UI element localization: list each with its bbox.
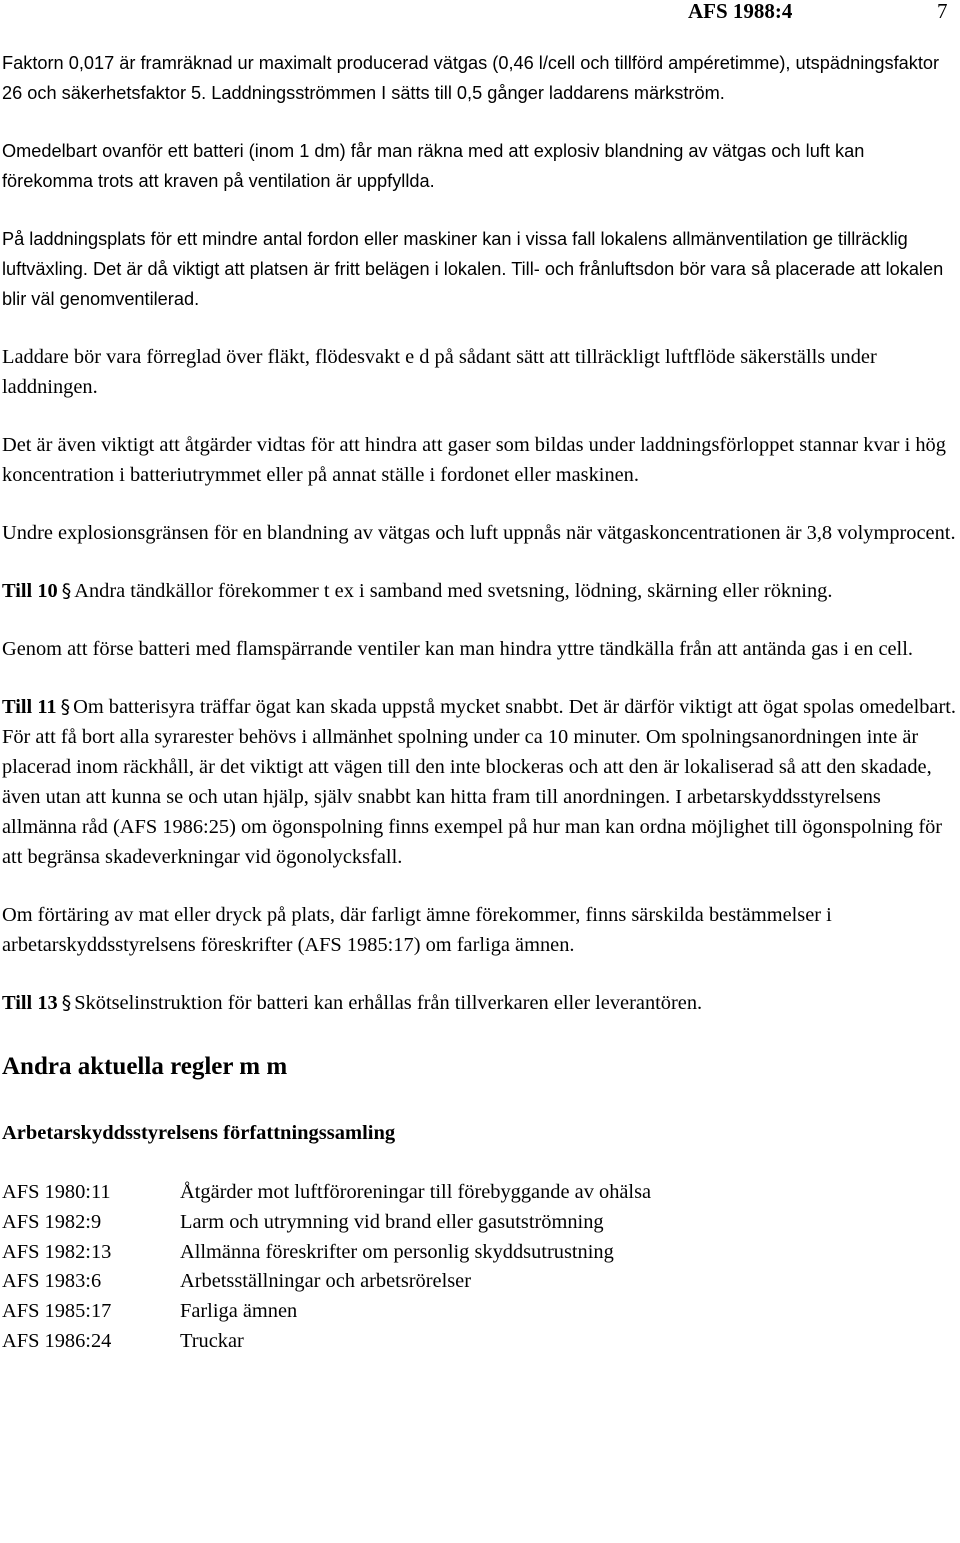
- reference-list: [2, 1178, 957, 1357]
- document-body: [2, 48, 957, 1357]
- paragraph-explosive-mixture: Omedelbart ovanför ett batteri (inom 1 dm) får man räkna med att explosiv blandning av vätgas och luft kan förekomma trots att kraven på ventilation är uppfyllda.: [2, 141, 865, 191]
- paragraph-charging-place: På laddningsplats för ett mindre antal fordon eller maskiner kan i vissa fall lokalens allmänventilation ge tillräcklig luftväxling. Det är då viktigt att platsen är fritt belägen i lokalen. Till- och frånluftsdon bör vara så placerade att lokalen blir väl genomventilerad.: [2, 229, 944, 309]
- till-10-label: Till 10: [2, 580, 58, 602]
- paragraph-gas-accumulation: Det är även viktigt att åtgärder vidtas för att hindra att gaser som bildas under laddningsförloppet stannar kvar i hög koncentration i batteriutrymmet eller på annat ställe i fordonet eller maskinen.: [2, 434, 946, 486]
- paragraph-till-11: [2, 692, 957, 872]
- paragraph-mark-icon: §: [60, 696, 71, 718]
- reference-code: AFS 1982:13: [2, 1240, 112, 1263]
- paragraph-factor: Faktorn 0,017 är framräknad ur maximalt producerad vätgas (0,46 l/cell och tillförd ampéretimme), utspädningsfaktor 26 och säkerhetsfaktor 5. Laddningsströmmen I sätts till 0,5 gånger laddarens märkström.: [2, 53, 940, 103]
- reference-code: AFS 1986:24: [2, 1329, 112, 1352]
- paragraph-food-drink: Om förtäring av mat eller dryck på plats, där farligt ämne förekommer, finns särskilda bestämmelser i arbetarskyddsstyrelsens föreskrifter (AFS 1985:17) om farliga ämnen.: [2, 904, 832, 956]
- section-heading: Andra aktuella regler m m: [2, 1053, 288, 1080]
- till-11-label: Till 11: [2, 696, 57, 718]
- page-number: 7: [937, 0, 948, 23]
- paragraph-mark-icon: §: [61, 992, 72, 1014]
- paragraph-till-10: [2, 576, 957, 606]
- page-header: [0, 0, 960, 26]
- paragraph-flame-arrester: Genom att förse batteri med flamspärrande ventiler kan man hindra yttre tändkälla från att antända gas i en cell.: [2, 638, 913, 660]
- reference-title: Åtgärder mot luftföroreningar till förebyggande av ohälsa: [180, 1181, 652, 1203]
- reference-code: AFS 1982:9: [2, 1210, 102, 1233]
- reference-title: Larm och utrymning vid brand eller gasutströmning: [180, 1210, 604, 1233]
- reference-title: Farliga ämnen: [180, 1300, 298, 1323]
- till-11-text: Om batterisyra träffar ögat kan skada uppstå mycket snabbt. Det är därför viktigt att ögat spolas omedelbart. För att få bort alla syrarester behövs i allmänhet spolning under ca 10 minuter. Om spolningsanordningen inte är placerad inom räckhåll, är det viktigt att vägen till den inte blockeras och att den är lokaliserad så att den skadade, även utan att kunna se och utan hjälp, själv snabbt kan hitta fram till anordningen. I arbetarskyddsstyrelsens allmänna råd (AFS 1986:25) om ögonspolning finns exempel på hur man kan ordna möjlighet till ögonspolning för att begränsa skadeverkningar vid ögonolycksfall.: [2, 696, 957, 868]
- paragraph-mark-icon: §: [61, 580, 72, 602]
- subsection-heading: Arbetarskyddsstyrelsens författningssamling: [2, 1122, 396, 1144]
- till-10-text: Andra tändkällor förekommer t ex i samband med svetsning, lödning, skärning eller rökning.: [74, 580, 833, 602]
- reference-title: Truckar: [180, 1329, 244, 1352]
- paragraph-charger-interlock: Laddare bör vara förreglad över fläkt, flödesvakt e d på sådant sätt att tillräckligt luftflöde säkerställs under laddningen.: [2, 346, 877, 398]
- reference-code: AFS 1980:11: [2, 1181, 111, 1203]
- paragraph-explosion-limit: Undre explosionsgränsen för en blandning av vätgas och luft uppnås när vätgaskoncentrationen är 3,8 volymprocent.: [2, 522, 956, 544]
- till-13-label: Till 13: [2, 992, 58, 1014]
- till-13-text: Skötselinstruktion för batteri kan erhållas från tillverkaren eller leverantören.: [74, 992, 703, 1014]
- document-id: AFS 1988:4: [688, 0, 793, 23]
- paragraph-till-13: [2, 988, 957, 1018]
- reference-code: AFS 1985:17: [2, 1300, 112, 1323]
- reference-code: AFS 1983:6: [2, 1270, 102, 1293]
- reference-title: Arbetsställningar och arbetsrörelser: [180, 1270, 472, 1293]
- reference-title: Allmänna föreskrifter om personlig skyddsutrustning: [180, 1240, 614, 1263]
